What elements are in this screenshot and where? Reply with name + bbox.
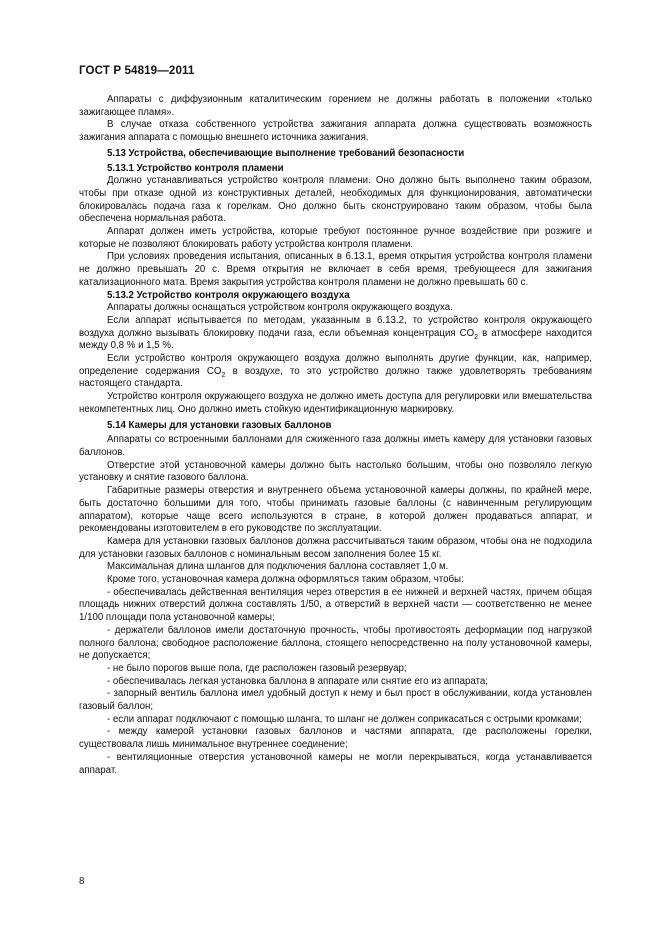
paragraph: Должно устанавливаться устройство контроля пламени. Оно должно быть выполнено таким образом, чтобы при отказе одной из конструктивных деталей, необходимых для функционирования, автоматически блокировалась подача газа к горелкам. Оно должно быть сконструировано таким образом, чтобы была обеспечена нормальная работа. — [79, 175, 592, 225]
paragraph: Кроме того, установочная камера должна оформляться таким образом, чтобы: — [107, 574, 464, 586]
subscript: 2 — [474, 333, 479, 341]
paragraph: Устройство контроля окружающего воздуха не должно иметь доступа для регулировки или вмешательства некомпетентных лиц. Оно должно иметь стойкую идентификационную маркировку. — [79, 391, 592, 415]
subsection-heading-5-13-1: 5.13.1 Устройство контроля пламени — [107, 162, 284, 174]
subsection-heading-5-13-2: 5.13.2 Устройство контроля окружающего воздуха — [107, 289, 350, 301]
paragraph: В случае отказа собственного устройства зажигания аппарата должна существовать возможность зажигания аппарата с помощью внешнего источника зажигания. — [79, 119, 592, 144]
list-item: - если аппарат подключают с помощью шланга, то шланг не должен соприкасаться с острыми кромками; — [107, 713, 582, 725]
paragraph: Аппараты с диффузионным каталитическим горением не должны работать в положении «только зажигающее пламя». — [79, 94, 592, 118]
list-item: - запорный вентиль баллона имел удобный доступ к нему и был прост в обслуживании, когда установлен газовый баллон; — [79, 688, 592, 713]
paragraph-co2-concentration — [79, 315, 592, 353]
document-header: ГОСТ Р 54819—2011 — [79, 64, 195, 77]
subscript: 2 — [221, 371, 226, 379]
list-item: - не было порогов выше пола, где расположен газовый резервуар; — [107, 662, 407, 674]
paragraph: Габаритные размеры отверстия и внутреннего объема установочной камеры должны, по крайней мере, быть достаточно большими для того, чтобы принимать газовые баллоны (с навинченным регулирующим аппаратом), которые чаще всего используются в стране, в которой должен продаваться аппарат, и рекомендованы изготовителем в его руководстве по эксплуатации. — [79, 485, 592, 535]
list-item: - обеспечивалась легкая установка баллона в аппарате или снятие его из аппарата; — [107, 675, 488, 687]
document-body — [79, 94, 592, 777]
paragraph: Максимальная длина шлангов для подключения баллона составляет 1,0 м. — [107, 561, 449, 573]
paragraph-text: Если устройство контроля окружающего воздуха должно выполнять другие функции, как, например, определение содержания CO — [79, 353, 592, 377]
list-item: - обеспечивалась действенная вентиляция через отверстия в ее нижней и верхней частях, причем общая площадь нижних отверстий должна составлять 1/50, а отверстий в верхней части — соответственно не менее 1/100 площади пола установочной камеры; — [79, 586, 592, 624]
paragraph: Аппараты должны оснащаться устройством контроля окружающего воздуха. — [107, 302, 453, 314]
paragraph-text: в атмосфере находится между 0,8 % и 1,5 %. — [79, 327, 592, 352]
list-item: - держатели баллонов имели достаточную прочность, чтобы противостоять деформации под нагрузкой полного баллона; свободное расположение баллона, стоящего непосредственно на полу установочной камеры, не допускается; — [79, 624, 592, 662]
paragraph: При условиях проведения испытания, описанных в 6.13.1, время открытия устройства контроля пламени не должно превышать 20 с. Время открытия не включает в себя время, требующееся для зажигания катализационного мата. Время закрытия устройства контроля пламени не должно превышать 60 с. — [79, 251, 592, 288]
paragraph: Отверстие этой установочной камеры должно быть настолько большим, чтобы оно позволяло легкую установку и снятие газового баллона. — [79, 459, 592, 484]
section-heading-5-13: 5.13 Устройства, обеспечивающие выполнение требований безопасности — [107, 147, 465, 159]
paragraph-text: в воздухе, то это устройство должно также удовлетворять требованиям настоящего стандарта. — [79, 365, 592, 390]
section-heading-5-14: 5.14 Камеры для установки газовых баллонов — [107, 419, 332, 431]
page-number: 8 — [79, 876, 85, 887]
paragraph: Аппараты со встроенными баллонами для сжиженного газа должны иметь камеру для установки газовых баллонов. — [79, 434, 592, 458]
paragraph: Камера для установки газовых баллонов должна рассчитываться таким образом, чтобы она не подходила для установки газовых баллонов с номинальным весом заполнения более 15 кг. — [79, 535, 592, 560]
list-item: - вентиляционные отверстия установочной камеры не могли перекрываться, когда устанавливается аппарат. — [79, 751, 592, 776]
list-item: - между камерой установки газовых баллонов и частями аппарата, где расположены горелки, существовала лишь минимальное внутреннее соединение; — [79, 726, 592, 751]
paragraph-co2-functions — [79, 353, 592, 391]
paragraph-text: Если аппарат испытывается по методам, указанным в 6.13.2, то устройство контроля окружающего воздуха должно вызывать блокировку подачи газа, если объемная концентрация CO — [79, 314, 592, 339]
paragraph: Аппарат должен иметь устройства, которые требуют постоянное ручное воздействие при розжиге и которые не позволяют блокировать работу устройства контроля пламени. — [79, 226, 592, 250]
